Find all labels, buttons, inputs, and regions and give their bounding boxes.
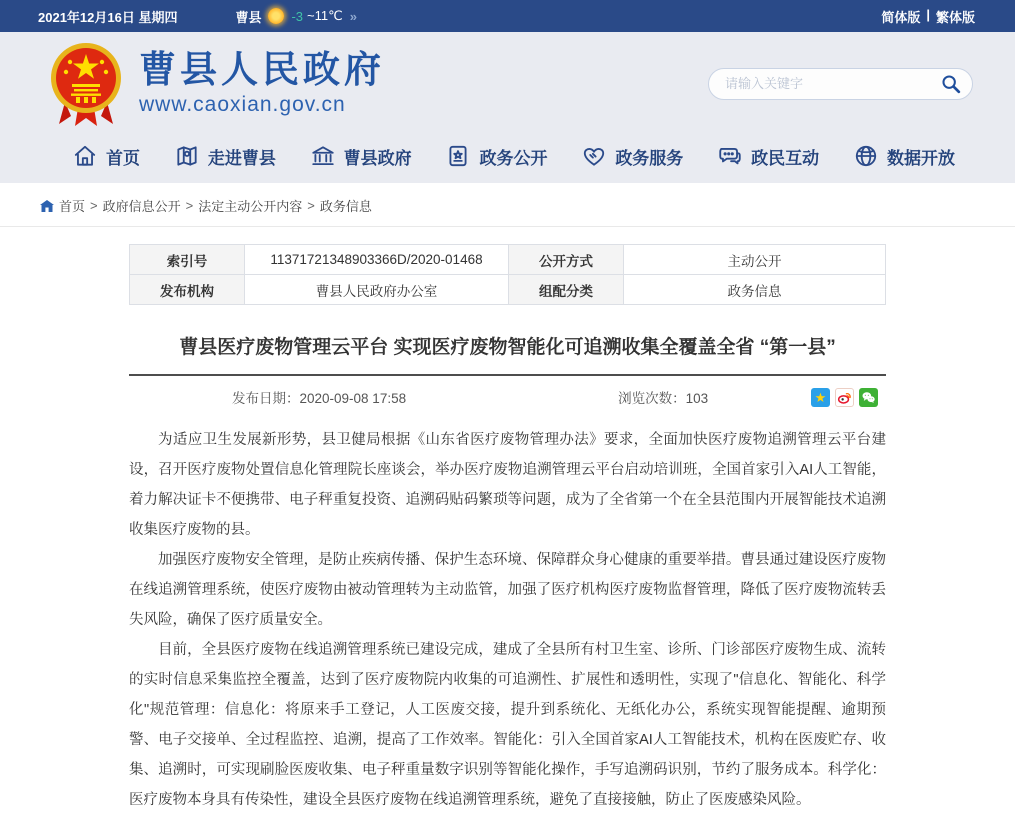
site-header [0, 32, 1015, 135]
article-title: 曹县医疗废物管理云平台 实现医疗废物智能化可追溯收集全覆盖全省 “第一县” [179, 337, 836, 358]
article-body [129, 425, 886, 815]
views-count: 103 [685, 391, 709, 406]
disclosure-method-label: 公开方式 [509, 245, 624, 275]
article-paragraph: 加强医疗废物安全管理，是防止疾病传播、保护生态环境、保障群众身心健康的重要举措。曹县通过建设医疗废物在线追溯管理系统，使医疗废物由被动管理转为主动监管，加强了医疗机构医疗废物监督管理，降低了医疗废物流转丢失风险，确保了医疗质量安全。 [129, 552, 886, 628]
nav-item-public-interaction[interactable]: 政民互动 [717, 143, 819, 169]
chevron-right-icon: » [349, 8, 357, 24]
breadcrumb-item-home[interactable]: 首页 [59, 199, 86, 214]
issuing-agency-value: 曹县人民政府办公室 [245, 275, 509, 305]
search-input[interactable] [725, 76, 940, 91]
breadcrumb-item-gov-info[interactable]: 政务信息 [319, 199, 372, 214]
weather-temp-high: ~11℃ [307, 8, 343, 23]
nav-item-gov-disclosure[interactable]: 政务公开 [445, 143, 547, 169]
home-icon [72, 143, 98, 169]
current-date: 2021年12月16日 星期四 [38, 9, 178, 25]
article-container [129, 244, 886, 815]
nav-item-about-caoxian[interactable]: 走进曹县 [174, 143, 276, 169]
wechat-share-icon[interactable] [859, 388, 878, 407]
share-buttons [811, 388, 878, 407]
sun-icon [268, 8, 284, 24]
national-emblem-logo [45, 40, 127, 128]
map-icon [174, 143, 200, 169]
nav-item-government[interactable]: 曹县政府 [310, 143, 412, 169]
publish-date-value: 2020-09-08 17:58 [299, 391, 407, 406]
lang-divider: | [926, 6, 930, 22]
issuing-agency-label: 发布机构 [130, 275, 245, 305]
views-label: 浏览次数： [618, 391, 686, 406]
breadcrumb-item-info-disclosure[interactable]: 政府信息公开 [102, 199, 181, 214]
disclosure-method-value: 主动公开 [624, 245, 886, 275]
search-button[interactable] [940, 73, 962, 95]
article-paragraph: 目前，全县医疗废物在线追溯管理系统已建设完成，建成了全县所有村卫生室、诊所、门诊部医疗废物生成、流转的实时信息采集监控全覆盖，达到了医疗废物院内收集的可追溯性、扩展性和透明性，实现了"信息化、智能化、科学化"规范管理：信息化：将原来手工登记，人工医废交接，提升到系统化、无纸化办公，系统实现智能提醒、逾期预警、电子交接单、全过程监控、追溯，提高了工作效率。智能化：引入全国首家AI人工智能技术，机构在医废贮存、收集、追溯时，可实现刷脸医废收集、电子秤重量数字识别等智能化操作，手写追溯码识别，节约了服务成本。科学化：医疗废物本身具有传染性，建设全县医疗废物在线追溯管理系统，避免了直接接触，防止了医废感染风险。 [129, 642, 886, 808]
article-meta [129, 376, 886, 416]
index-number-label: 索引号 [130, 245, 245, 275]
nav-item-gov-services[interactable]: 政务服务 [581, 143, 683, 169]
handshake-icon [581, 143, 607, 169]
weibo-share-icon[interactable] [835, 388, 854, 407]
weather-widget[interactable] [235, 7, 357, 26]
weather-city: 曹县 [235, 9, 262, 25]
breadcrumb-home-icon [40, 200, 54, 212]
nav-item-home[interactable]: 首页 [72, 143, 140, 169]
weather-temp-low: -3 [291, 8, 304, 24]
search-icon [940, 73, 962, 95]
site-url: www.caoxian.gov.cn [139, 92, 346, 116]
nav-item-open-data[interactable]: 数据开放 [853, 143, 955, 169]
main-navigation [0, 135, 1015, 183]
globe-icon [853, 143, 879, 169]
table-row [130, 245, 886, 275]
breadcrumb-item-statutory-content[interactable]: 法定主动公开内容 [198, 199, 303, 214]
chat-bubbles-icon [717, 143, 743, 169]
search-box [708, 68, 973, 100]
top-bar [0, 0, 1015, 32]
simplified-chinese-link[interactable]: 简体版 [881, 9, 921, 25]
traditional-chinese-link[interactable]: 繁体版 [935, 9, 975, 25]
document-star-icon [445, 143, 471, 169]
publish-date-label: 发布日期： [232, 391, 300, 406]
category-label: 组配分类 [509, 275, 624, 305]
site-title: 曹县人民政府 [139, 49, 385, 91]
index-number-value: 11371721348903366D/2020-01468 [245, 245, 509, 275]
breadcrumb: 首页 > 政府信息公开 > 法定主动公开内容 > 政务信息 [0, 183, 1015, 227]
qzone-share-icon[interactable]: ★ [811, 388, 830, 407]
table-row [130, 275, 886, 305]
document-info-table [129, 244, 886, 305]
category-value: 政务信息 [624, 275, 886, 305]
article-paragraph: 为适应卫生发展新形势，县卫健局根据《山东省医疗废物管理办法》要求，全面加快医疗废物追溯管理云平台建设，召开医疗废物处置信息化管理院长座谈会，举办医疗废物追溯管理云平台启动培训班，全国首家引入AI人工智能，着力解决证卡不便携带、电子秤重复投资、追溯码贴码繁琐等问题，成为了全省第一个在全县范围内开展智能技术追溯收集医疗废物的县。 [129, 432, 886, 538]
government-building-icon [310, 143, 336, 169]
